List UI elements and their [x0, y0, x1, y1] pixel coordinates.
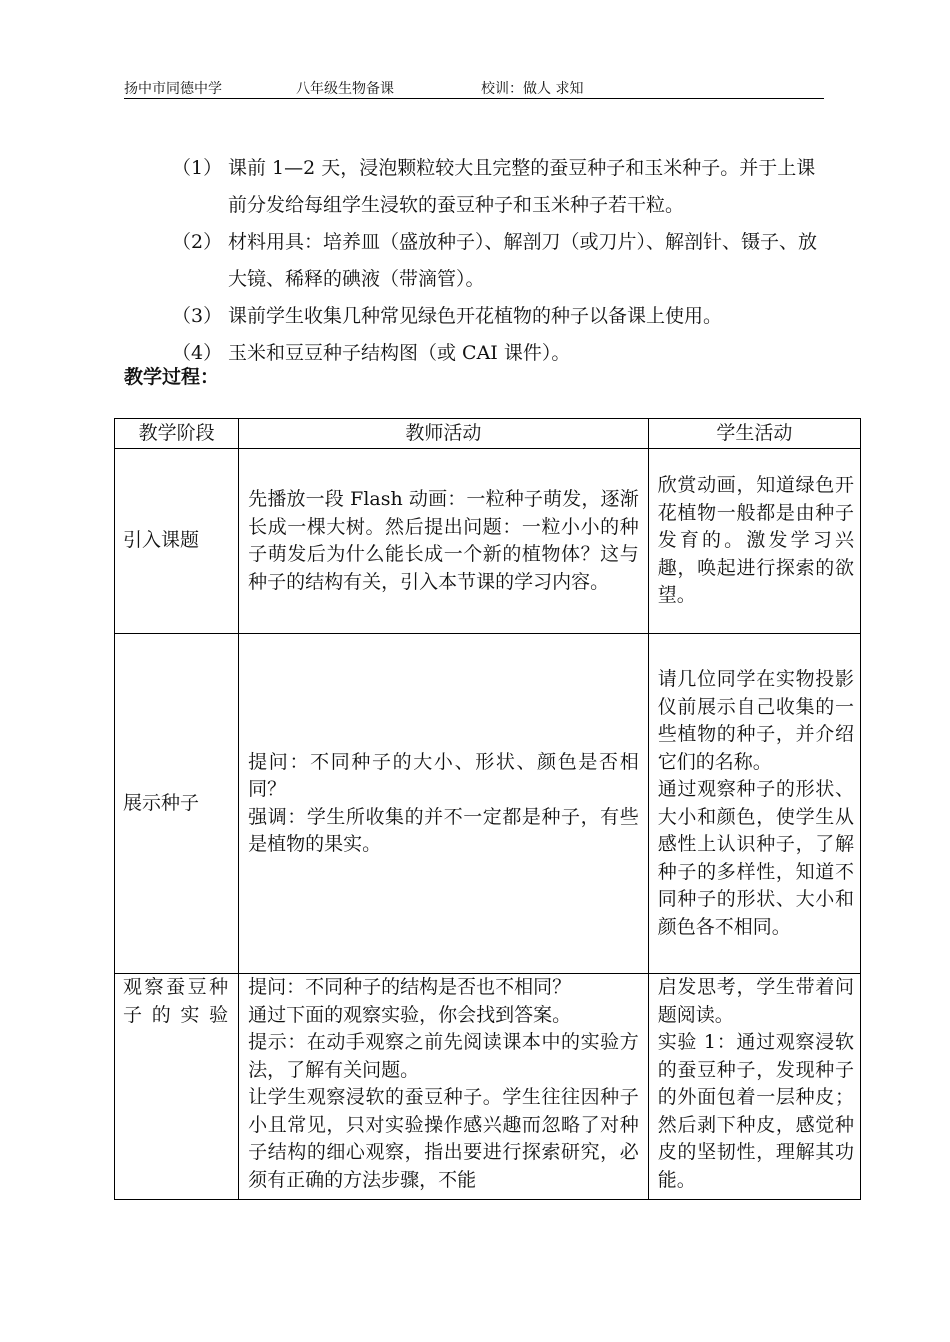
list-item-number: （4）: [172, 342, 223, 364]
column-header-stage: 教学阶段: [115, 419, 239, 449]
header-course: 八年级生物备课: [296, 81, 394, 97]
teacher-text: 让学生观察浸软的蚕豆种子。学生往往因种子小且常见，只对实验操作感兴趣而忽略了对种子结构的细心观察，指出要进行探索研究，必须有正确的方法步骤，不能: [248, 1086, 639, 1191]
list-item-text: 玉米和豆豆种子结构图（或 CAI 课件）。: [228, 342, 571, 364]
student-text: 通过观察种子的形状、大小和颜色，使学生从感性上认识种子，了解种子的多样性，知道不同种子的形状、大小和颜色各不相同。: [657, 778, 854, 938]
list-item-text: 课前 1—2 天，浸泡颗粒较大且完整的蚕豆种子和玉米种子。并于上课前分发给每组学生浸软的蚕豆种子和玉米种子若干粒。: [228, 157, 816, 216]
teacher-cell: [239, 974, 649, 1200]
section-title: 教学过程：: [124, 366, 220, 388]
student-cell: [648, 449, 860, 634]
table-row: [115, 634, 861, 974]
table-row: [115, 449, 861, 634]
teacher-text: 强调：学生所收集的并不一定都是种子，有些是植物的果实。: [248, 805, 639, 855]
list-item: [172, 335, 852, 372]
student-text: 启发思考，学生带着问题阅读。: [657, 976, 854, 1026]
list-item-text: 课前学生收集几种常见绿色开花植物的种子以备课上使用。: [228, 305, 723, 327]
header-motto: 校训：做人 求知: [481, 81, 584, 97]
teacher-cell: [239, 634, 649, 974]
teacher-cell: [239, 449, 649, 634]
list-item-text: 材料用具：培养皿（盛放种子）、解剖刀（或刀片）、解剖针、镊子、放大镜、稀释的碘液（带滴管）。: [228, 231, 818, 290]
student-cell: [648, 634, 860, 974]
stage-cell: 展示种子: [115, 634, 239, 974]
teacher-text: 先播放一段 Flash 动画：一粒种子萌发，逐渐长成一棵大树。然后提出问题：一粒小小的种子萌发后为什么能长成一个新的植物体？这与种子的结构有关，引入本节课的学习内容。: [248, 488, 639, 593]
list-item: [172, 224, 852, 298]
student-cell: [648, 974, 860, 1200]
header-school: 扬中市同德中学: [124, 81, 222, 97]
column-header-teacher: 教师活动: [239, 419, 649, 449]
list-item: [172, 298, 852, 335]
column-header-student: 学生活动: [648, 419, 860, 449]
teacher-text: 通过下面的观察实验，你会找到答案。: [248, 1003, 572, 1026]
stage-cell: 观察蚕豆种子的实验: [115, 974, 239, 1200]
teacher-text: 提问：不同种子的结构是否也不相同？: [248, 976, 572, 998]
list-item-number: （3）: [172, 305, 223, 327]
student-text: 欣赏动画，知道绿色开花植物一般都是由种子发育的。激发学习兴趣，唤起进行探索的欲望。: [657, 474, 854, 607]
list-item-number: （2）: [172, 231, 223, 253]
page-header: [124, 76, 824, 99]
preparation-list: [172, 150, 852, 372]
list-item-number: （1）: [172, 157, 223, 179]
student-text: 实验 1：通过观察浸软的蚕豆种子，发现种子的外面包着一层种皮；然后剥下种皮，感觉种皮的坚韧性，理解其功能。: [657, 1031, 854, 1191]
stage-cell: 引入课题: [115, 449, 239, 634]
list-item: [172, 150, 852, 224]
teacher-text: 提问：不同种子的大小、形状、颜色是否相同？: [248, 750, 639, 800]
table-row: [115, 974, 861, 1200]
teacher-text: 提示：在动手观察之前先阅读课本中的实验方法，了解有关问题。: [248, 1031, 639, 1081]
student-text: 请几位同学在实物投影仪前展示自己收集的一些植物的种子，并介绍它们的名称。: [657, 668, 854, 773]
teaching-process-table: [114, 418, 861, 1200]
table-header-row: [115, 419, 861, 449]
